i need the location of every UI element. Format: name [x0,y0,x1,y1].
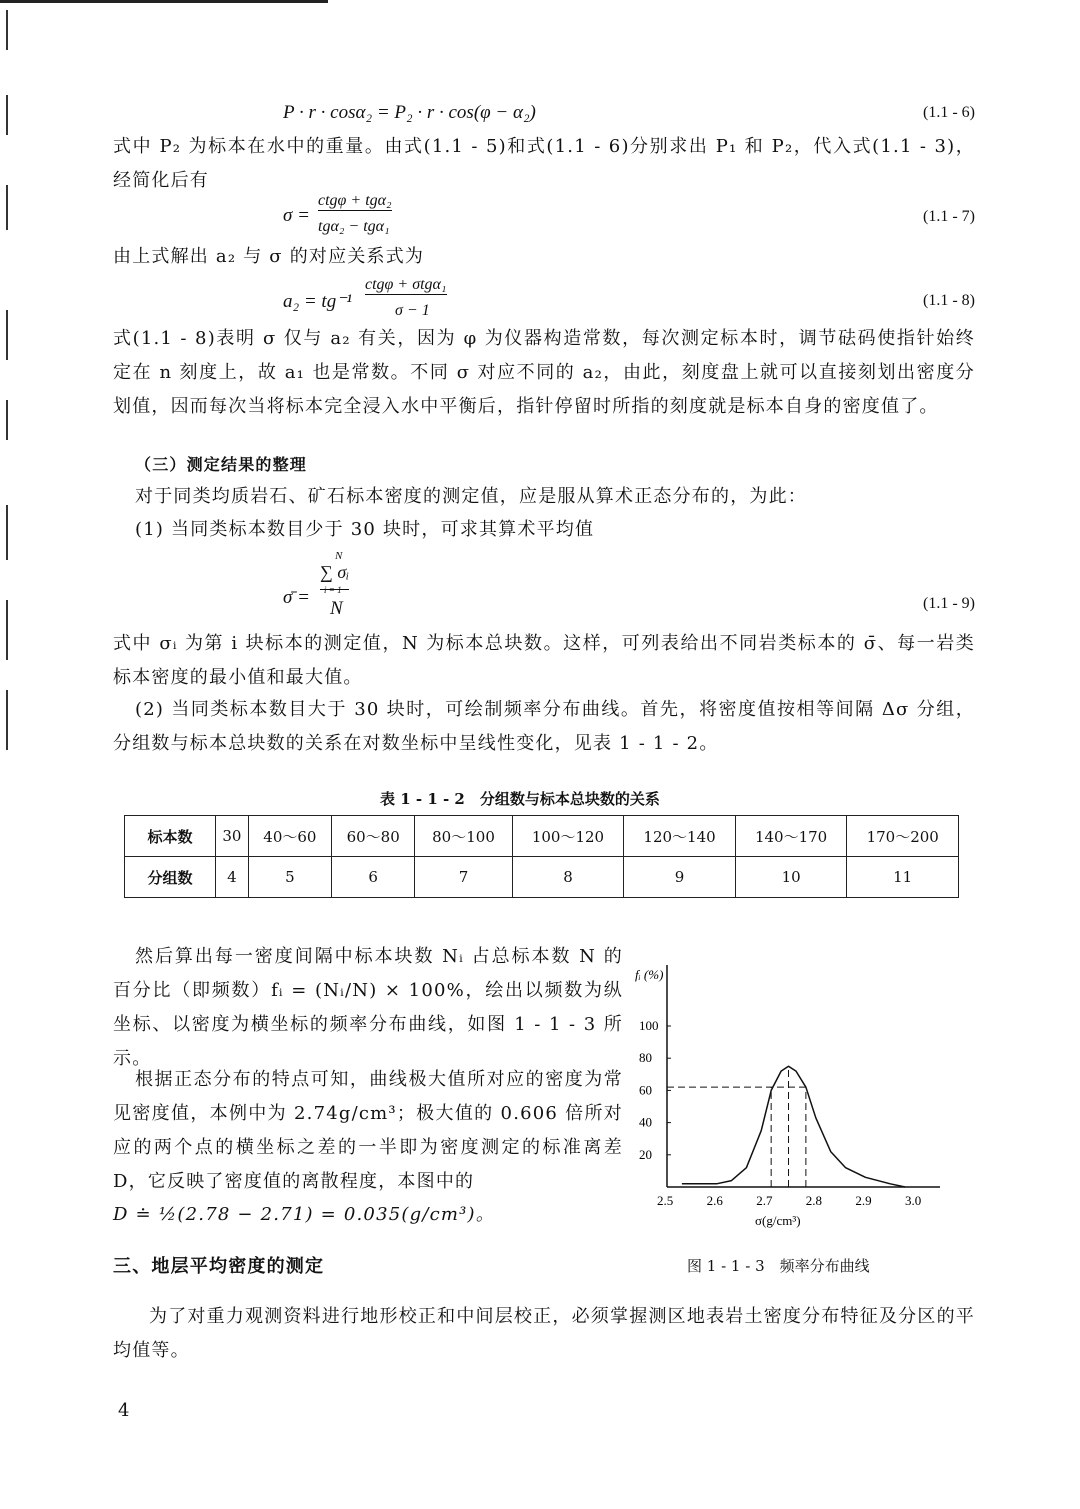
equation-1-1-7-lhs: σ = [283,205,310,226]
equation-1-1-6: P · r · cosα₂ = P₂ · r · cos(φ − α₂) [283,102,536,123]
equation-1-1-9-denominator: N [330,598,343,619]
section-heading: 三、地层平均密度的测定 [113,1256,325,1277]
table-cell: 标本数 [125,816,216,857]
equation-1-1-8-numerator: ctgφ + σtgα₁ [365,276,447,293]
table-cell: 80～100 [415,816,512,857]
table-cell: 40～60 [248,816,331,857]
sum-lower: i = 1 [324,585,342,595]
equation-1-1-9-numerator: ∑ σᵢ [320,562,349,590]
top-rule [0,0,328,3]
equation-number: (1.1 - 6) [923,104,975,121]
table-cell: 140～170 [735,816,847,857]
y-tick-label: 20 [639,1146,652,1162]
paragraph: 式中 P₂ 为标本在水中的重量。由式(1.1 - 5)和式(1.1 - 6)分别求出 P₁ 和 P₂，代入式(1.1 - 3)，经简化后有 [113,136,975,191]
scan-edge [6,400,8,440]
y-tick-label: 60 [639,1082,652,1098]
equation-number: (1.1 - 8) [923,292,975,309]
equation-1-1-8-lhs: a₂ = tg⁻¹ [283,291,352,312]
frequency-distribution-chart [630,945,960,1235]
scan-edge [6,505,8,560]
table-cell: 5 [248,857,331,898]
scan-edge [6,600,8,660]
table-cell: 6 [332,857,415,898]
scan-edge [6,95,8,135]
y-tick-label: 100 [639,1018,659,1033]
paragraph: 式(1.1 - 8)表明 σ 仅与 a₂ 有关，因为 φ 为仪器构造常数，每次测定标本时，调节砝码使指针始终定在 n 刻度上，故 a₁ 也是常数。不同 σ 对应不同的 a₂，由此，刻度盘上就可以直接刻划出密度分划值，因而每次当将标本完全浸入水中平衡后，指针停留时所指的刻度就是标本自身的密度值了。 [113,328,975,417]
x-tick-label: 2.6 [706,1193,723,1208]
table-row [125,816,959,857]
table-row [125,857,959,898]
frequency-curve [682,1066,905,1187]
table-cell: 8 [512,857,624,898]
x-tick-label: 3.0 [905,1193,922,1208]
equation-1-1-7-numerator: ctgφ + tgα₂ [318,192,392,209]
page-number: 4 [118,1400,131,1421]
x-tick-label: 2.8 [805,1193,823,1208]
table-cell: 30 [216,816,249,857]
scan-edge [6,10,8,50]
table-cell: 7 [415,857,512,898]
paragraph: 根据正态分布的特点可知，曲线极大值所对应的密度为常见密度值，本例中为 2.74g/cm³；极大值的 0.606 倍所对应的两个点的横坐标之差的一半即为密度测定的标准离差 D，它反映了密度值的离散程度，本图中的 [113,1069,623,1192]
table-cell: 60～80 [332,816,415,857]
equation-D: D ≐ ½(2.78 − 2.71) = 0.035(g/cm³)。 [113,1204,495,1225]
equation-number: (1.1 - 7) [923,208,975,225]
paragraph: 式中 σᵢ 为第 i 块标本的测定值，N 为标本总块数。这样，可列表给出不同岩类标本的 σ̄、每一岩类标本密度的最小值和最大值。 [113,633,975,688]
paragraph: (1) 当同类标本数目少于 30 块时，可求其算术平均值 [135,519,595,540]
paragraph: 为了对重力观测资料进行地形校正和中间层校正，必须掌握测区地表岩土密度分布特征及分区的平均值等。 [113,1306,975,1361]
group-count-table [124,815,959,898]
paragraph: 然后算出每一密度间隔中标本块数 Nᵢ 占总标本数 N 的百分比（即频数）fᵢ = (Nᵢ/N) × 100%，绘出以频数为纵坐标、以密度为横坐标的频率分布曲线，如图 1 - 1 - 3 所示。 [113,946,623,1069]
table-caption: 表 1 - 1 - 2 分组数与标本总块数的关系 [380,790,660,808]
paragraph: 对于同类均质岩石、矿石标本密度的测定值，应是服从算术正态分布的，为此： [135,486,807,507]
table-cell: 10 [735,857,847,898]
table-cell: 120～140 [624,816,736,857]
equation-number: (1.1 - 9) [923,595,975,612]
equation-1-1-9-lhs: σ̄ = [283,587,310,608]
y-tick-label: 40 [639,1114,652,1130]
equation-1-1-8-denominator: σ − 1 [395,302,430,319]
table-cell: 100～120 [512,816,624,857]
table-cell: 9 [624,857,736,898]
figure-caption: 图 1 - 1 - 3 频率分布曲线 [687,1257,870,1275]
x-tick-label: 2.7 [756,1193,773,1208]
paragraph: 由上式解出 a₂ 与 σ 的对应关系式为 [113,246,425,267]
sum-upper: N [335,550,343,562]
scan-edge [6,690,8,750]
table-cell: 11 [847,857,959,898]
x-axis-label: σ(g/cm³) [755,1213,801,1228]
scan-edge [6,310,8,360]
y-axis-label: fᵢ (%) [635,967,664,982]
equation-1-1-7-denominator: tgα₂ − tgα₁ [318,218,390,235]
subheading: （三）测定结果的整理 [135,455,308,474]
paragraph: (2) 当同类标本数目大于 30 块时，可绘制频率分布曲线。首先，将密度值按相等间隔 Δσ 分组，分组数与标本总块数的关系在对数坐标中呈线性变化，见表 1 - 1 - 2。 [113,699,975,754]
table-cell: 分组数 [125,857,216,898]
scan-edge [6,185,8,230]
y-tick-label: 80 [639,1050,652,1066]
x-tick-label: 2.9 [855,1193,872,1208]
x-tick-label: 2.5 [657,1193,674,1208]
table-cell: 4 [216,857,249,898]
table-cell: 170～200 [847,816,959,857]
